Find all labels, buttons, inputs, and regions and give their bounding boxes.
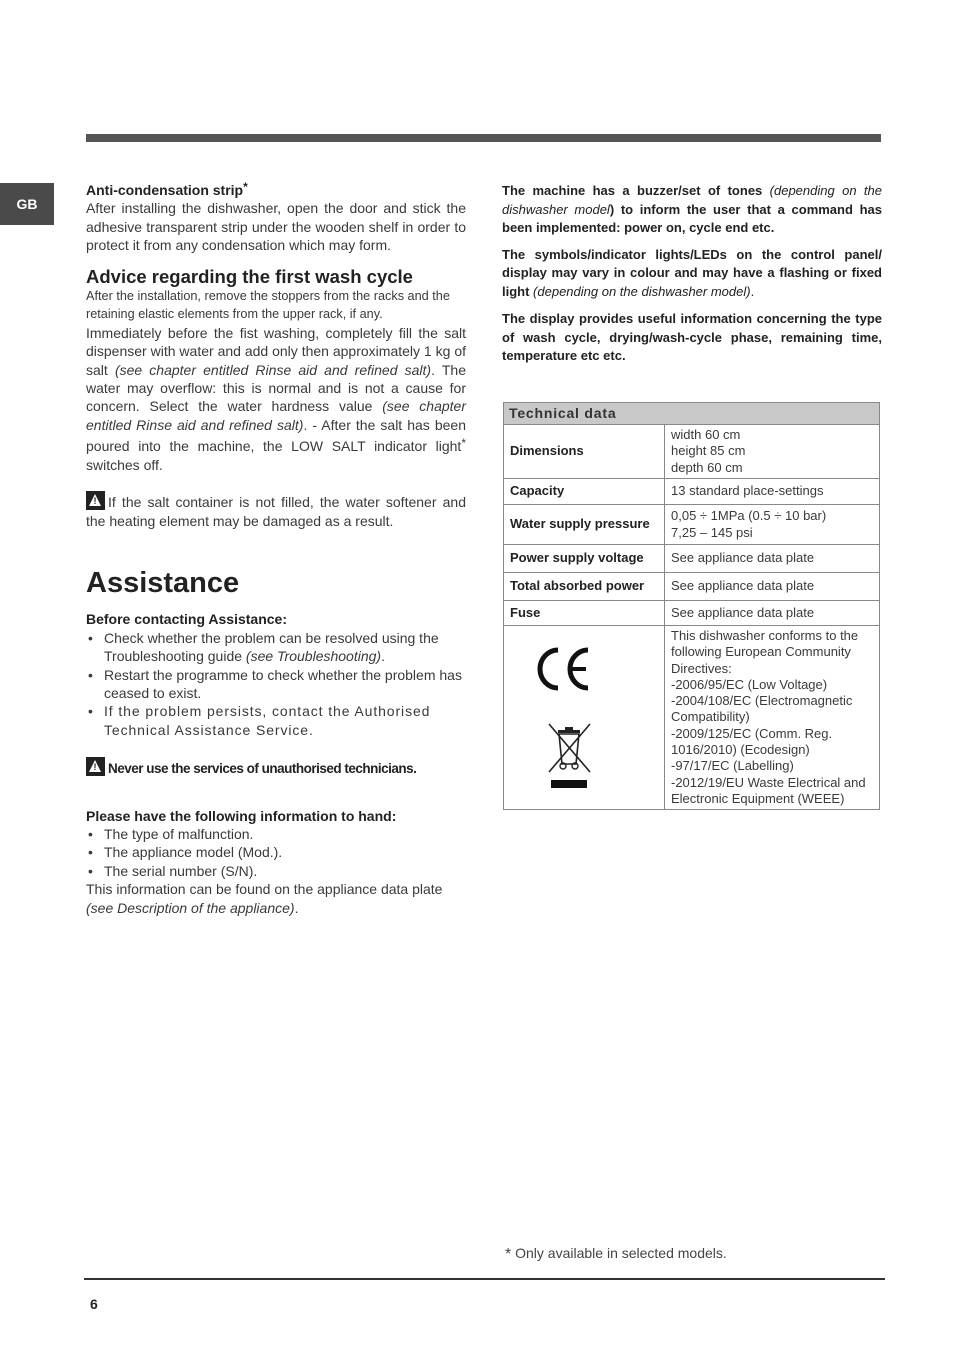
list-item: • If the problem persists, contact the Authorised Technical Assistance Service.	[86, 702, 466, 739]
conformity-text: This dishwasher conforms to the following European Community Directives: -2006/95/EC (Low Voltage) -2004/108/EC (Electromagnetic Compatibility) -2009/125/EC (Comm. Reg. 1016/2010) (Ecodesign) -97/17/EC (Labelling) -2012/19/EU Waste Electrical and Electronic Equipment (WEEE)	[665, 626, 880, 810]
row-label: Capacity	[504, 479, 665, 505]
table-row	[504, 505, 880, 545]
weee-bin-icon	[546, 722, 596, 792]
header-rule	[86, 134, 881, 142]
never-warning: !Never use the services of unauthorised technicians.	[86, 757, 466, 778]
buzzer-paragraph: The machine has a buzzer/set of tones (depending on the dishwasher model) to inform the user that a command has been implemented: power on, cycle end etc.	[502, 183, 883, 235]
display-paragraph: The display provides useful information concerning the type of wash cycle, drying/wash-cycle phase, remaining time, temperature etc etc.	[502, 311, 882, 363]
row-value: 13 standard place-settings	[665, 479, 880, 505]
info-list	[86, 825, 466, 880]
row-label: Fuse	[504, 601, 665, 626]
table-title: Technical data	[504, 403, 880, 425]
list-item: • Restart the programme to check whether the problem has ceased to exist.	[86, 666, 466, 703]
row-label: Total absorbed power	[504, 573, 665, 601]
row-value: 0,05 ÷ 1MPa (0.5 ÷ 10 bar) 7,25 – 145 psi	[665, 505, 880, 545]
strip-text: After installing the dishwasher, open the door and stick the adhesive transparent strip under the wooden shelf in order to protect it from any condensation which may form.	[86, 200, 466, 254]
advice-heading: Advice regarding the first wash cycle	[86, 265, 413, 287]
row-label: Dimensions	[504, 425, 665, 479]
left-column	[86, 178, 466, 917]
list-item: • The appliance model (Mod.).	[86, 843, 466, 861]
technical-data-table	[503, 402, 880, 810]
info-heading: Please have the following information to hand:	[86, 807, 397, 824]
assistance-heading: Assistance	[86, 566, 240, 599]
advice-paragraph-1: After the installation, remove the stoppers from the racks and the retaining elastic elements from the upper rack, if any.	[86, 289, 450, 322]
footer-rule	[84, 1278, 885, 1280]
info-text: This information can be found on the appliance data plate (see Description of the appliance).	[86, 881, 443, 916]
row-value: See appliance data plate	[665, 545, 880, 573]
footnote: * Only available in selected models.	[505, 1245, 727, 1263]
table-row	[504, 545, 880, 573]
list-item: • The serial number (S/N).	[86, 862, 466, 880]
before-heading: Before contacting Assistance:	[86, 611, 287, 628]
table-row	[504, 601, 880, 626]
page-number: 6	[90, 1296, 98, 1312]
advice-paragraph-2: Immediately before the fist washing, completely fill the salt dispenser with water and add only then approximately 1 kg of salt (see chapter entitled Rinse aid and refined salt). The water may overflow: this is normal and is not a cause for concern. Select the water hardness value (see chapter entitled Rinse aid and refined salt). - After the salt has been poured into the machine, the LOW SALT indicator light* switches off.	[86, 324, 466, 473]
table-row	[504, 626, 880, 810]
warning-icon	[86, 491, 105, 510]
warning-icon	[86, 757, 105, 776]
table-row	[504, 479, 880, 505]
row-value: width 60 cm height 85 cm depth 60 cm	[665, 425, 880, 479]
list-item: • Check whether the problem can be resolved using the Troubleshooting guide (see Troubleshooting).	[86, 629, 466, 666]
row-value: See appliance data plate	[665, 573, 880, 601]
table-row	[504, 425, 880, 479]
table-row	[504, 573, 880, 601]
list-item: • The type of malfunction.	[86, 825, 466, 843]
salt-warning: !If the salt container is not filled, the water softener and the heating element may be damaged as a result.	[86, 491, 466, 530]
row-label: Water supply pressure	[504, 505, 665, 545]
before-list	[86, 629, 466, 739]
ce-mark-icon	[536, 644, 596, 694]
strip-heading: Anti-condensation strip*	[86, 180, 248, 198]
row-value: See appliance data plate	[665, 601, 880, 626]
right-column	[502, 182, 882, 366]
row-label: Power supply voltage	[504, 545, 665, 573]
symbols-paragraph: The symbols/indicator lights/LEDs on the control panel/ display may vary in colour and may have a flashing or fixed light (depending on the dishwasher model).	[502, 246, 882, 299]
language-tab: GB	[0, 183, 54, 225]
certification-icons	[504, 626, 665, 810]
